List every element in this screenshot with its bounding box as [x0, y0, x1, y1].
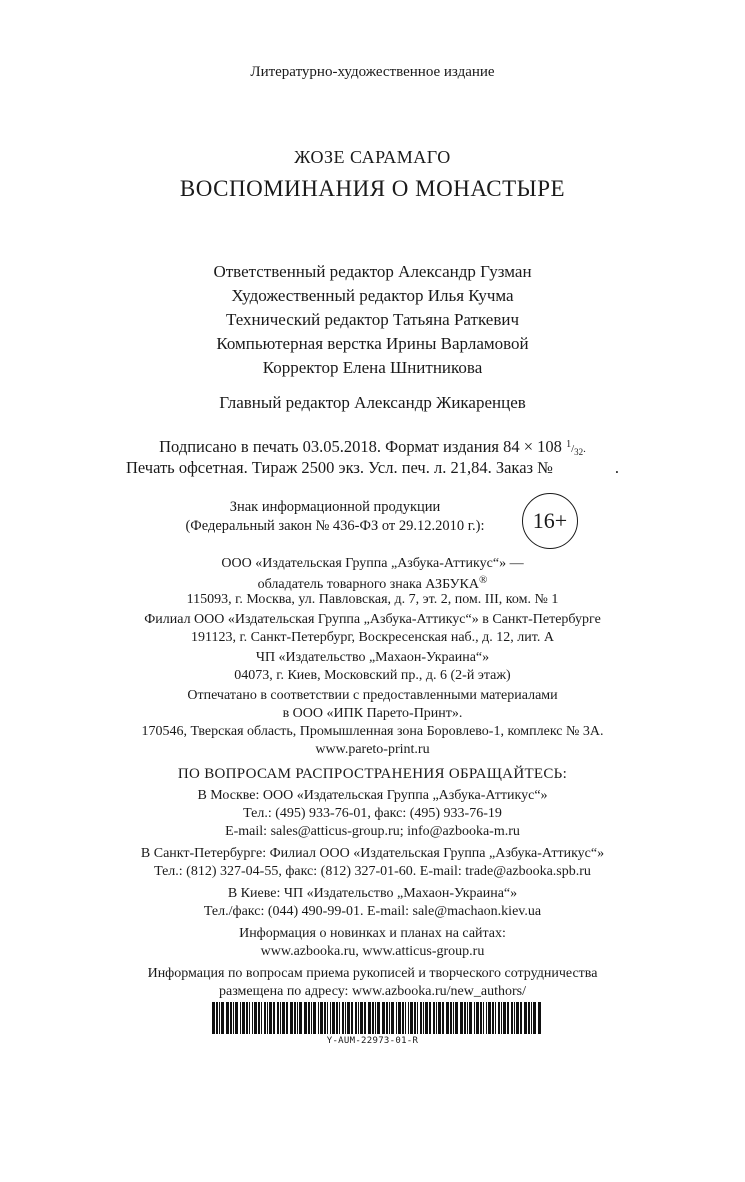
edition-type: Литературно-художественное издание [250, 64, 495, 80]
registered-mark: ® [478, 574, 488, 586]
print-run-order: Печать офсетная. Тираж 2500 экз. Усл. печ. л. 21,84. Заказ № [125, 458, 553, 477]
book-title: ВОСПОМИНАНИЯ О МОНАСТЫРЕ [179, 176, 566, 201]
age-rating-badge: 16+ [522, 493, 578, 549]
kiev-phone: Тел./факс: (044) 490-99-01. E-mail: sale@machaon.kiev.ua [203, 904, 542, 919]
format-fraction: $^1/_{32}$. [566, 439, 586, 457]
federal-law-label: (Федеральный закон № 436-ФЗ от 29.12.2010 г.): [185, 518, 485, 534]
credit-line: Художественный редактор Илья Кучма [231, 286, 514, 305]
fraction-dot: . [583, 443, 586, 455]
credit-line: Корректор Елена Шнитникова [262, 358, 483, 377]
spb-phone: Тел.: (812) 327-04-55, факс: (812) 327-01-60. E-mail: trade@azbooka.spb.ru [154, 864, 591, 879]
spb-address: 191123, г. Санкт-Петербург, Воскресенская наб., д. 12, лит. А [191, 630, 554, 645]
printer-address: 170546, Тверская область, Промышленная зона Боровлево-1, комплекс № 3А. [141, 724, 604, 739]
manuscripts-address: размещена по адресу: www.azbooka.ru/new_authors/ [219, 984, 526, 999]
credit-line: Ответственный редактор Александр Гузман [213, 262, 532, 281]
moscow-email: E-mail: sales@atticus-group.ru; info@azbooka-m.ru [225, 824, 520, 839]
info-product-label: Знак информационной продукции [229, 499, 441, 515]
kiev-contact: В Киеве: ЧП «Издательство „Махаон-Украина“» [227, 886, 518, 901]
manuscripts-info: Информация по вопросам приема рукописей и творческого сотрудничества [147, 966, 598, 981]
fraction-numerator: 1 [566, 439, 572, 450]
spb-contact: В Санкт-Петербурге: Филиал ООО «Издательская Группа „Азбука-Аттикус“» [140, 846, 605, 861]
sites-list: www.azbooka.ru, www.atticus-group.ru [260, 944, 485, 959]
sites-info: Информация о новинках и планах на сайтах: [239, 926, 506, 941]
fraction-denominator: 32 [574, 447, 584, 457]
credit-line: Компьютерная верстка Ирины Варламовой [216, 334, 529, 353]
ukraine-address: 04073, г. Киев, Московский пр., д. 6 (2-й этаж) [234, 668, 511, 683]
barcode-code: Y-AUM-22973-01-R [326, 1036, 419, 1046]
distribution-heading: ПО ВОПРОСАМ РАСПРОСТРАНЕНИЯ ОБРАЩАЙТЕСЬ: [177, 766, 568, 782]
publisher-name: ООО «Издательская Группа „Азбука-Аттикус“» — [221, 556, 524, 571]
print-signed-format: Подписано в печать 03.05.2018. Формат издания 84 × 108 [159, 437, 562, 456]
spb-branch: Филиал ООО «Издательская Группа „Азбука-Аттикус“» в Санкт-Петербурге [144, 612, 601, 627]
trademark-line [0, 574, 745, 593]
barcode-image [212, 1002, 542, 1034]
credit-line: Технический редактор Татьяна Раткевич [225, 310, 520, 329]
printer-name: в ООО «ИПК Парето-Принт». [282, 706, 463, 721]
publisher-address: 115093, г. Москва, ул. Павловская, д. 7, эт. 2, пом. III, ком. № 1 [186, 592, 559, 607]
chief-editor: Главный редактор Александр Жикаренцев [219, 393, 526, 412]
moscow-phone: Тел.: (495) 933-76-01, факс: (495) 933-76-19 [243, 806, 502, 821]
print-info-line2 [0, 458, 745, 478]
trademark-text: обладатель товарного знака АЗБУКА [257, 577, 479, 592]
author-name: ЖОЗЕ САРАМАГО [294, 147, 451, 167]
printer-website: www.pareto-print.ru [315, 742, 430, 757]
moscow-contact: В Москве: ООО «Издательская Группа „Азбука-Аттикус“» [197, 788, 548, 803]
ukraine-publisher: ЧП «Издательство „Махаон-Украина“» [255, 650, 490, 665]
printer-line: Отпечатано в соответствии с предоставленными материалами [187, 688, 558, 703]
order-end-dot: . [614, 458, 620, 477]
print-info-line1 [0, 437, 745, 457]
